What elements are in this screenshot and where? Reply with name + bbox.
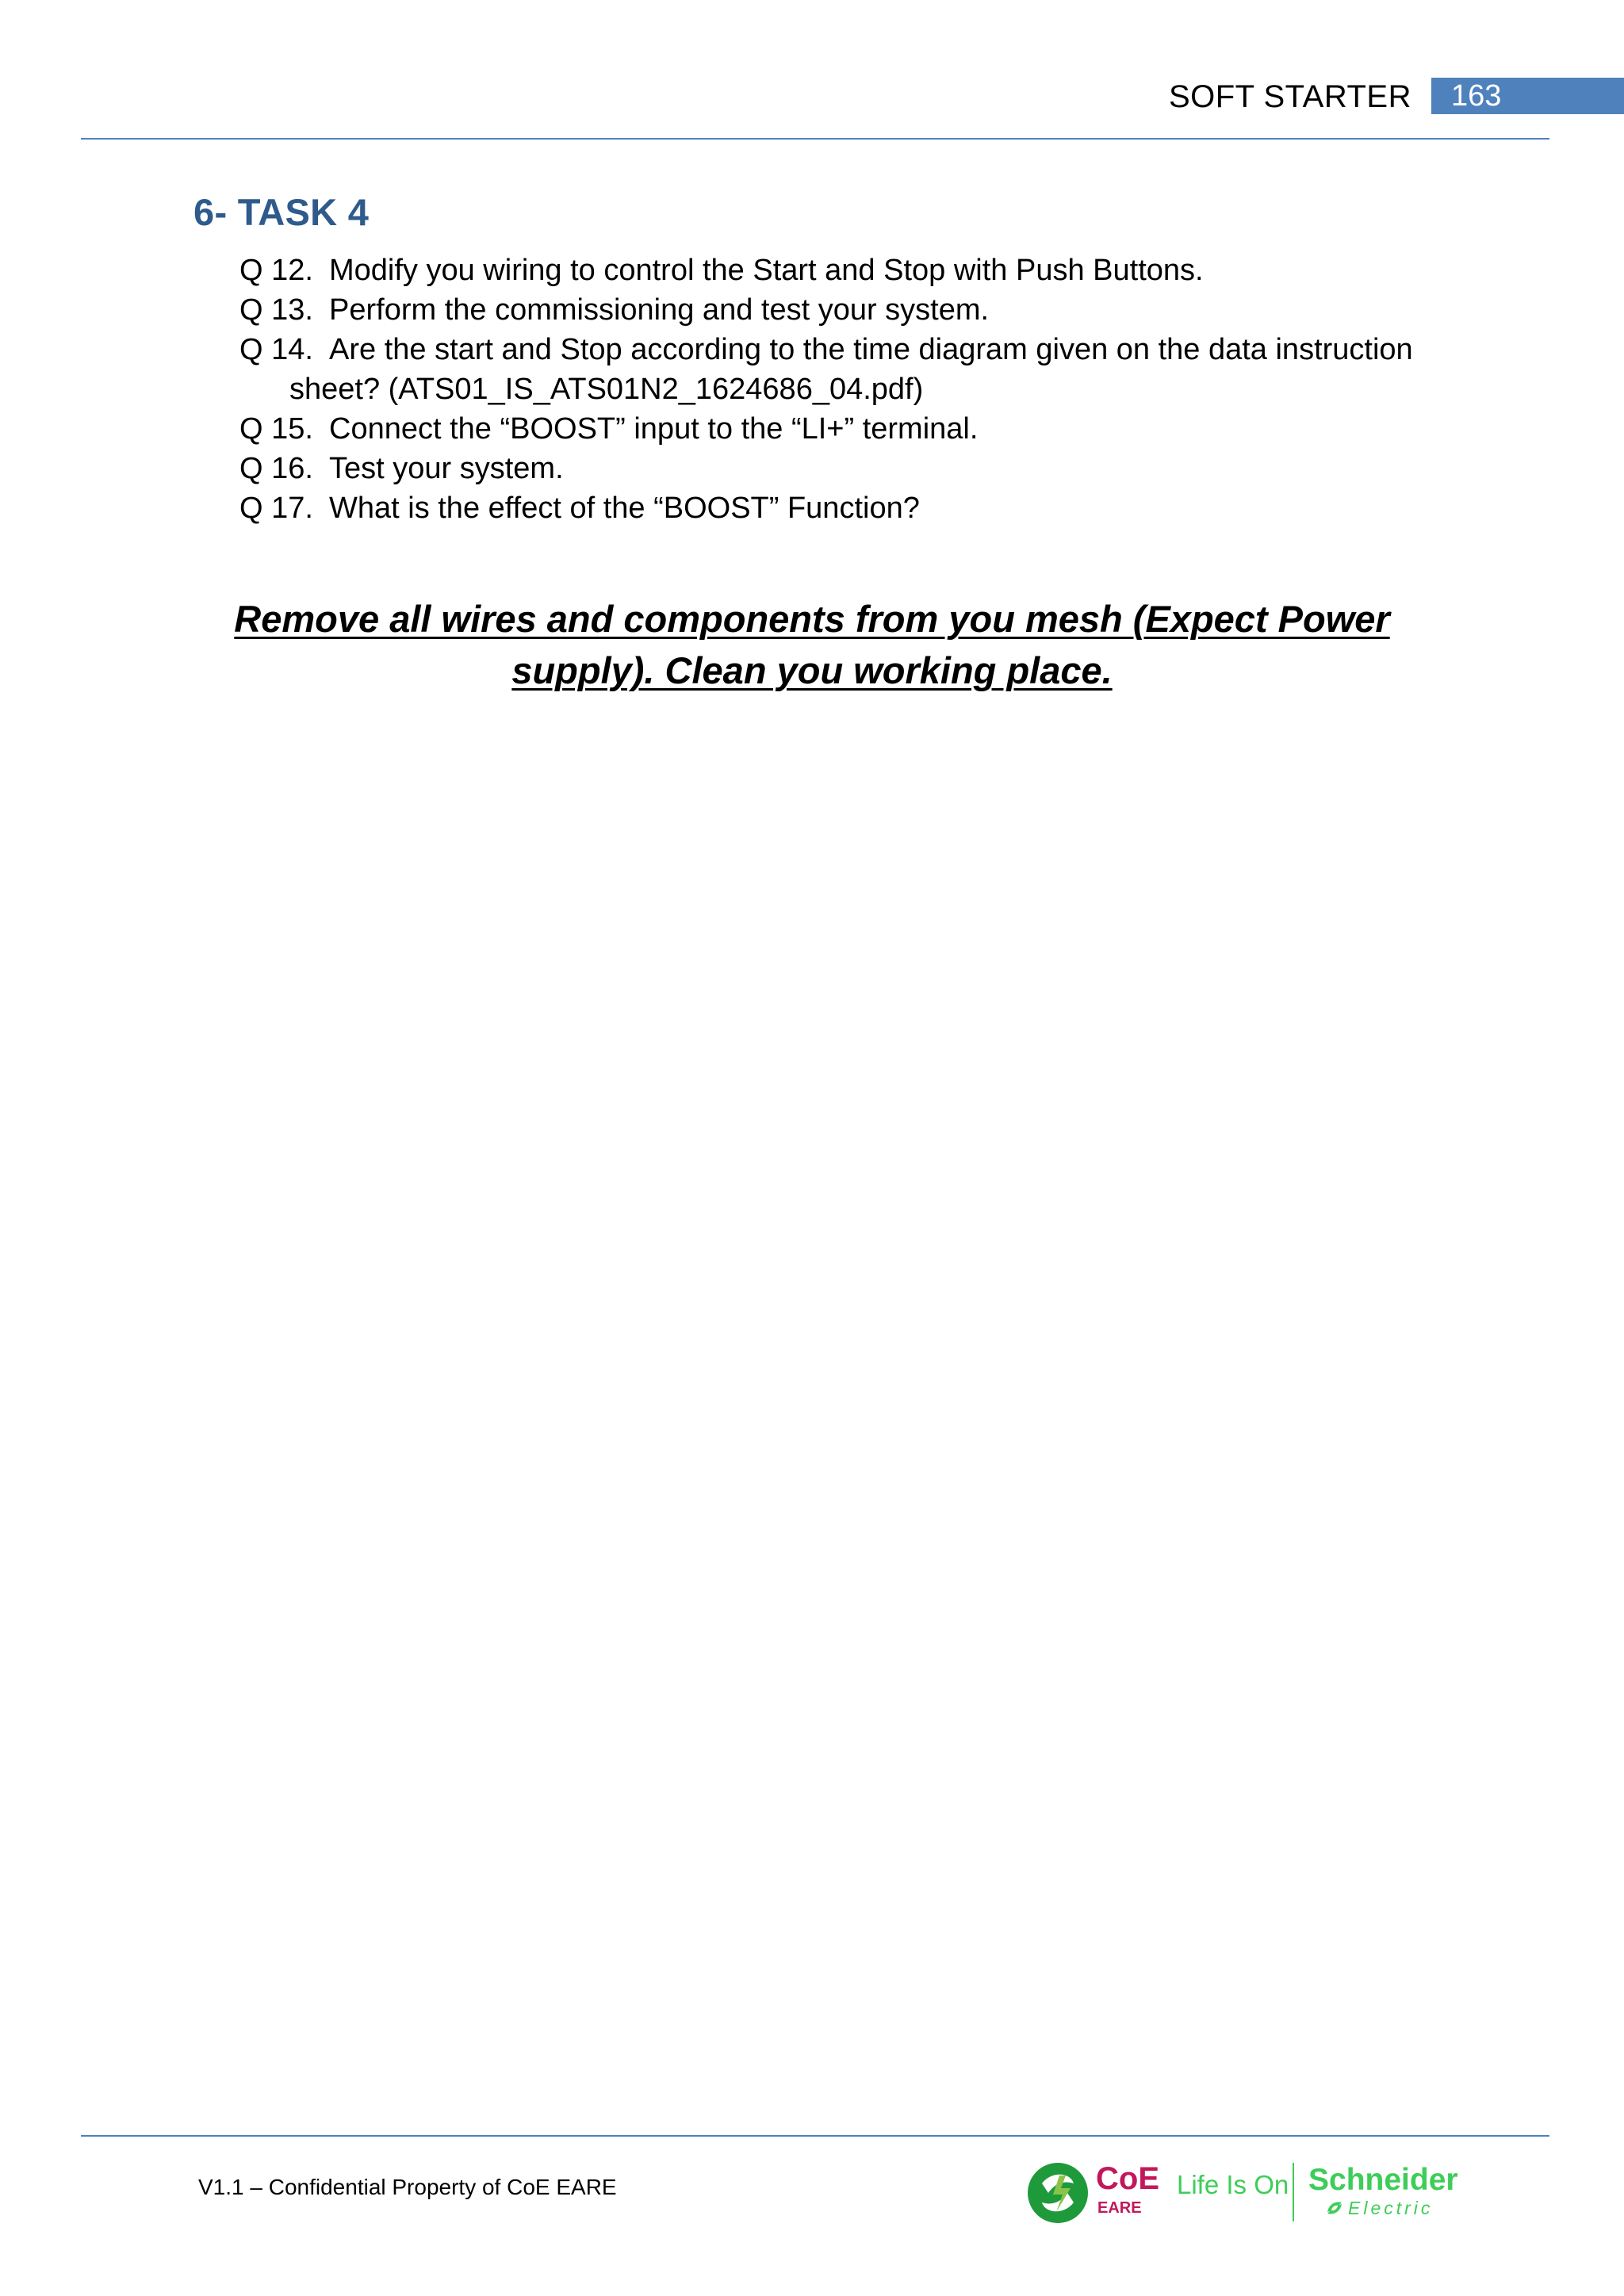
question-item: [239, 290, 1508, 330]
footer-divider: [81, 2135, 1549, 2137]
section-heading: 6- TASK 4: [193, 191, 370, 233]
question-item: [239, 409, 1508, 449]
question-text: Modify you wiring to control the Start and Stop with Push Buttons.: [329, 254, 1204, 287]
eare-logo-text: EARE: [1097, 2199, 1142, 2217]
question-number: Q 14.: [239, 333, 313, 366]
question-number: Q 16.: [239, 452, 313, 485]
life-is-on-tagline: Life Is On: [1177, 2170, 1289, 2199]
cleanup-notice-line-2: supply). Clean you working place.: [511, 649, 1113, 691]
question-text: What is the effect of the “BOOST” Function?: [329, 492, 920, 525]
coe-eare-logo-icon: [1025, 2160, 1091, 2226]
schneider-mark-icon: [1324, 2198, 1345, 2218]
question-text: Perform the commissioning and test your system.: [329, 293, 990, 327]
footer-confidential-note: V1.1 – Confidential Property of CoE EARE: [198, 2175, 617, 2199]
cleanup-notice-line-1: Remove all wires and components from you mesh (Expect Power: [234, 598, 1390, 640]
question-text: Connect the “BOOST” input to the “LI+” terminal.: [329, 412, 979, 446]
schneider-logo-text: Schneider: [1308, 2163, 1458, 2197]
page-number-badge: 163: [1431, 78, 1624, 114]
logo-divider: [1293, 2163, 1294, 2221]
question-list: [239, 251, 1508, 528]
question-number: Q 17.: [239, 492, 313, 525]
question-number: Q 12.: [239, 254, 313, 287]
question-item: [239, 449, 1508, 488]
running-header-title: SOFT STARTER: [1168, 79, 1411, 114]
question-item: [239, 330, 1508, 409]
cleanup-notice: [190, 593, 1434, 696]
coe-logo-text: CoE: [1096, 2161, 1159, 2196]
question-item: [239, 251, 1508, 290]
electric-logo-text: Electric: [1348, 2198, 1434, 2218]
question-item: [239, 488, 1508, 528]
footer-logos: [1023, 2156, 1467, 2229]
question-text-continuation: sheet? (ATS01_IS_ATS01N2_1624686_04.pdf): [289, 373, 924, 406]
question-number: Q 13.: [239, 293, 313, 327]
question-text: Are the start and Stop according to the time diagram given on the data instruction: [329, 333, 1413, 366]
question-number: Q 15.: [239, 412, 313, 446]
header-divider: [81, 138, 1549, 140]
question-text: Test your system.: [329, 452, 564, 485]
